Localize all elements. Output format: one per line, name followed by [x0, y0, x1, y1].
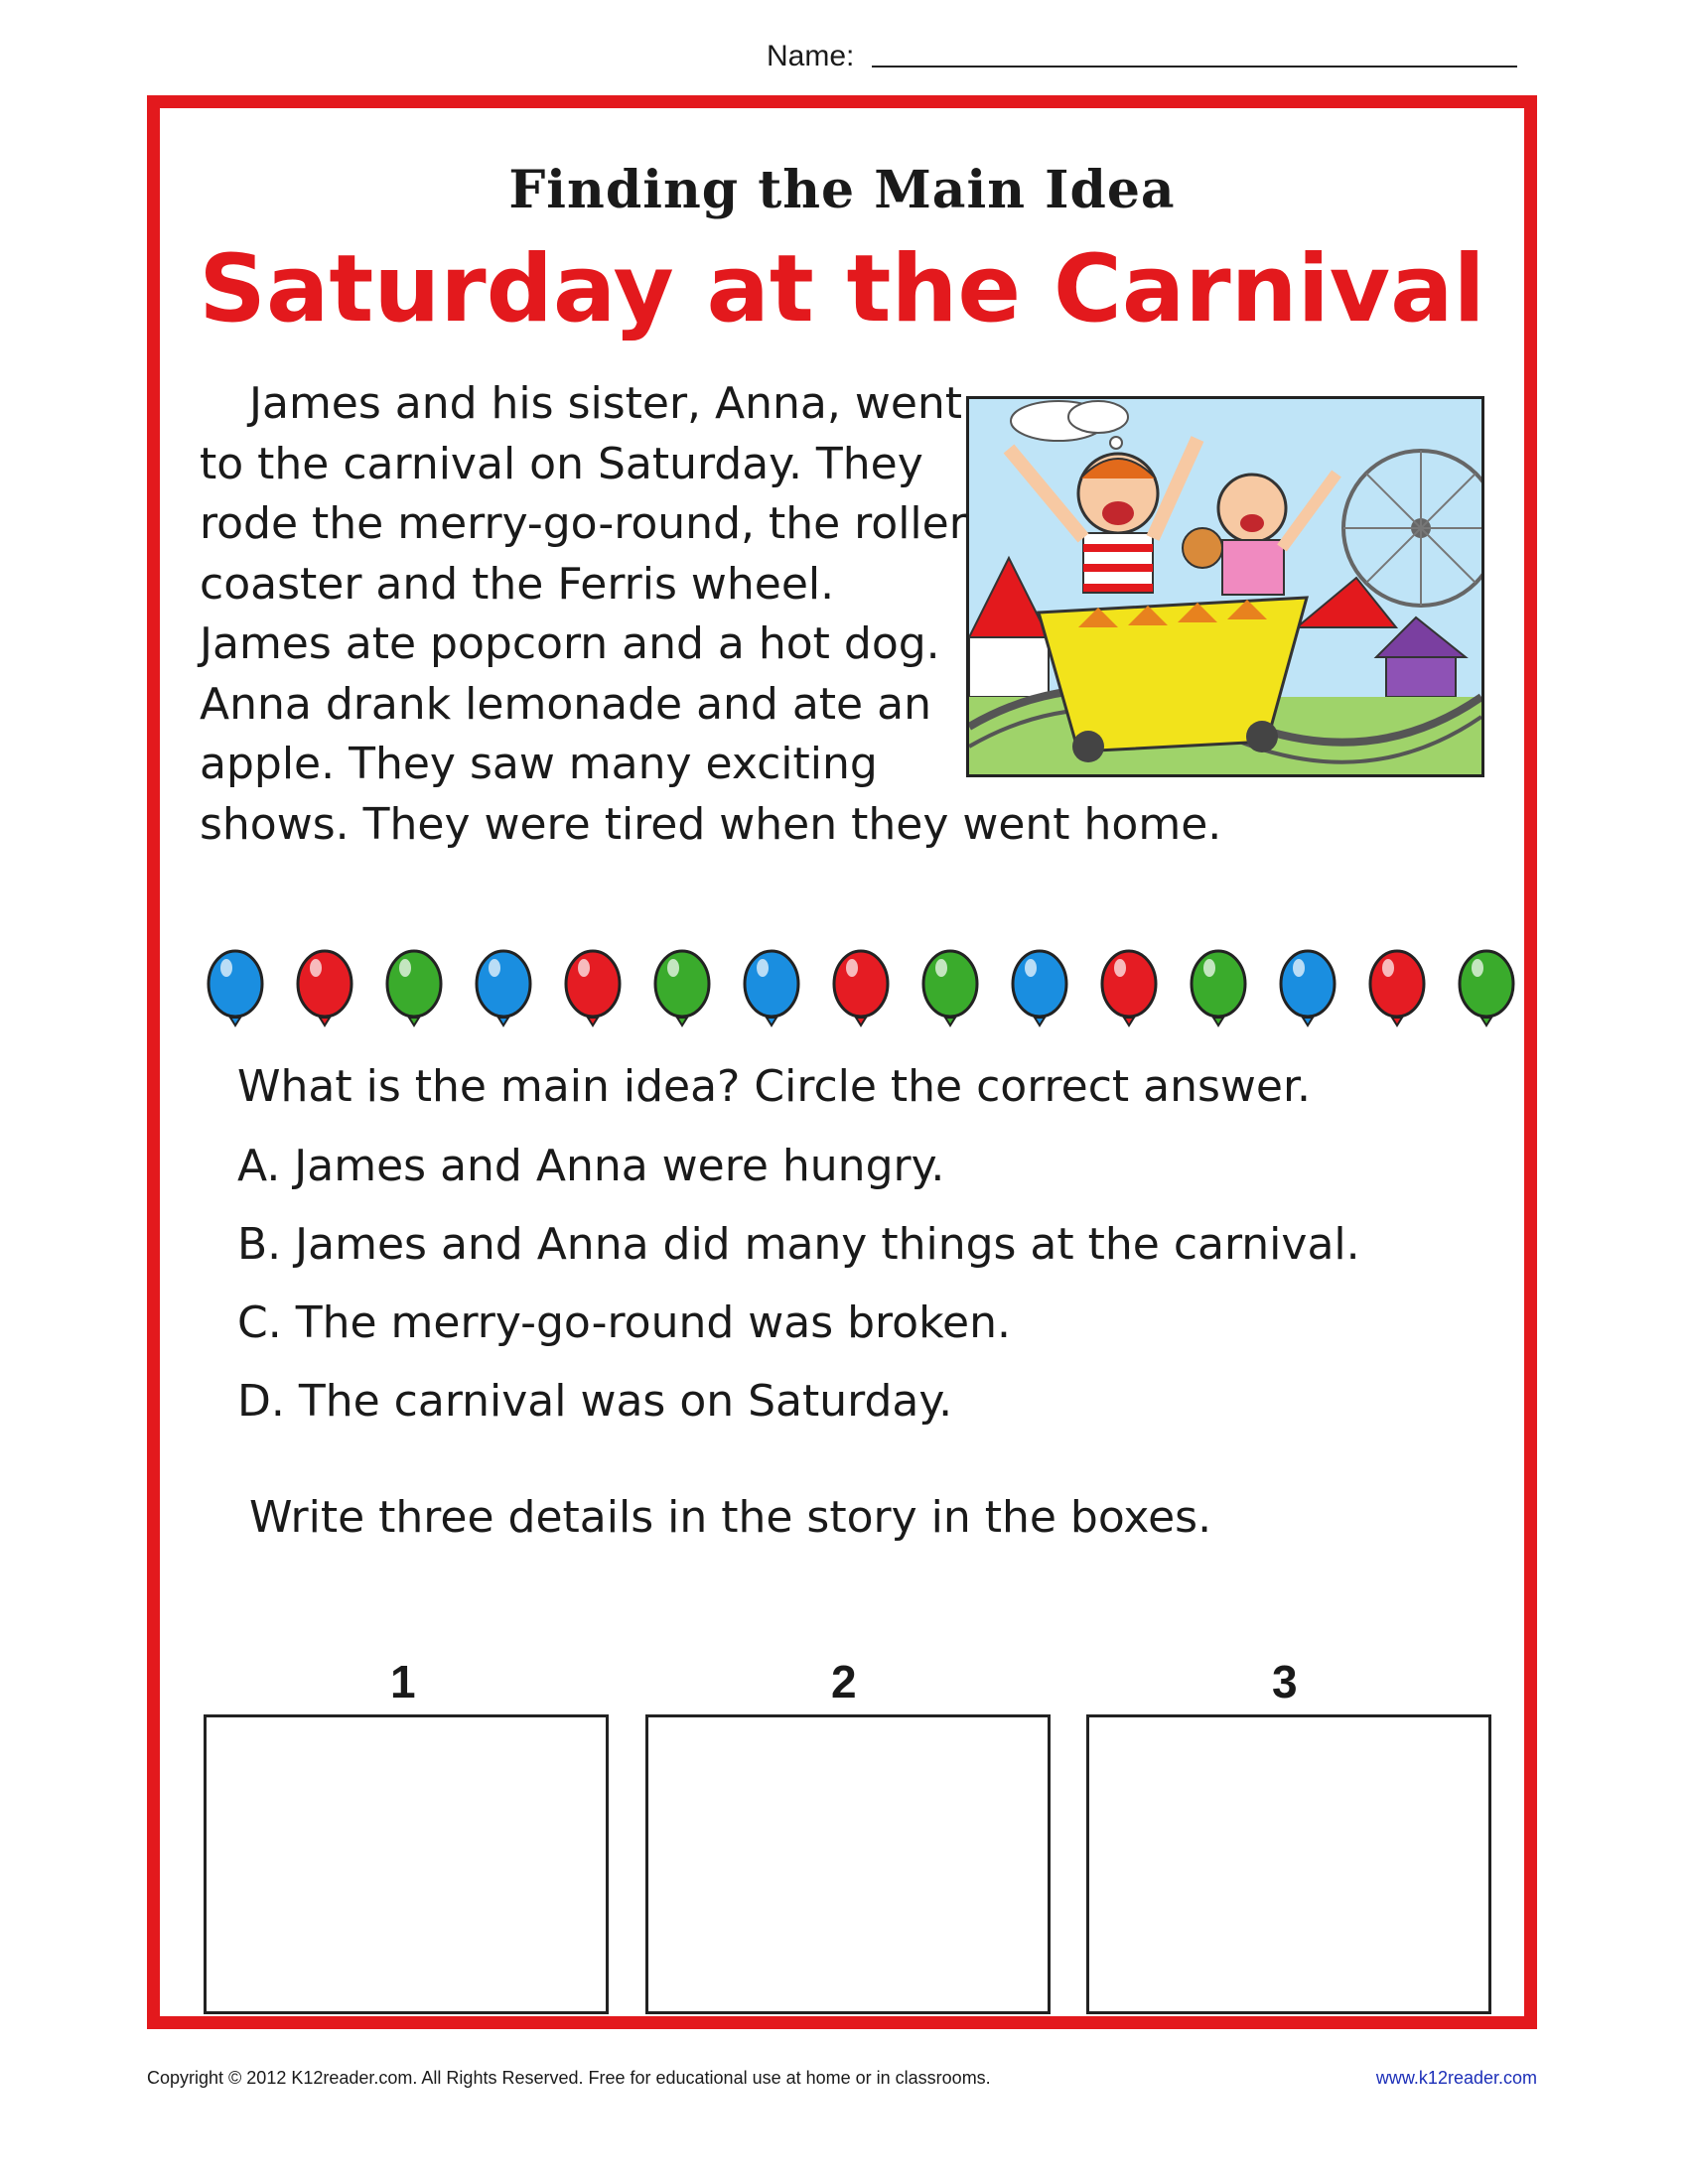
answer-option-c[interactable]: C. The merry-go-round was broken.	[237, 1297, 1011, 1348]
illustration-spacer	[974, 374, 1510, 761]
worksheet-frame	[147, 95, 1537, 2029]
worksheet-subtitle: Finding the Main Idea	[508, 160, 1176, 220]
detail-box-2[interactable]	[645, 1714, 1051, 2014]
box-number-3: 3	[1272, 1656, 1298, 1707]
story-text: James and his sister, Anna, went to the carnival on Saturday. They rode the merry-go-round, the roller coaster and the Ferris wheel. James ate popcorn and a hot dog. Anna drank lemonade and ate an apple. They saw many exciting shows. They were tired when they went home.	[200, 378, 1222, 850]
name-write-line[interactable]	[872, 66, 1517, 68]
detail-box-1[interactable]	[204, 1714, 609, 2014]
worksheet-title: Saturday at the Carnival	[199, 235, 1485, 343]
balloon-icon	[566, 951, 620, 1025]
balloon-icon	[298, 951, 352, 1025]
balloon-icon	[923, 951, 977, 1025]
copyright-notice: Copyright © 2012 K12reader.com. All Rights Reserved. Free for educational use at home or in classrooms.	[147, 2068, 991, 2088]
balloon-icon	[655, 951, 709, 1025]
balloon-icon	[209, 951, 262, 1025]
balloon-icon	[387, 951, 441, 1025]
box-number-1: 1	[390, 1656, 416, 1707]
story-passage	[200, 374, 1510, 855]
name-label: Name:	[767, 40, 855, 72]
answer-option-d[interactable]: D. The carnival was on Saturday.	[237, 1376, 953, 1427]
balloon-icon	[477, 951, 530, 1025]
details-prompt: Write three details in the story in the boxes.	[249, 1492, 1212, 1543]
website-link[interactable]: www.k12reader.com	[1375, 2068, 1537, 2088]
main-idea-question: What is the main idea? Circle the correct answer.	[237, 1061, 1312, 1112]
answer-option-a[interactable]: A. James and Anna were hungry.	[237, 1141, 945, 1191]
balloon-icon	[1102, 951, 1156, 1025]
box-number-2: 2	[831, 1656, 857, 1707]
answer-option-b[interactable]: B. James and Anna did many things at the carnival.	[237, 1219, 1360, 1270]
balloon-icon	[1192, 951, 1245, 1025]
name-field	[767, 40, 1517, 73]
balloon-icon	[745, 951, 798, 1025]
balloon-icon	[1370, 951, 1424, 1025]
balloon-divider	[206, 946, 1516, 1035]
detail-box-3[interactable]	[1086, 1714, 1491, 2014]
balloon-row	[206, 946, 1516, 1035]
balloon-icon	[1281, 951, 1335, 1025]
balloon-icon	[1460, 951, 1513, 1025]
balloon-icon	[834, 951, 888, 1025]
balloon-icon	[1013, 951, 1066, 1025]
